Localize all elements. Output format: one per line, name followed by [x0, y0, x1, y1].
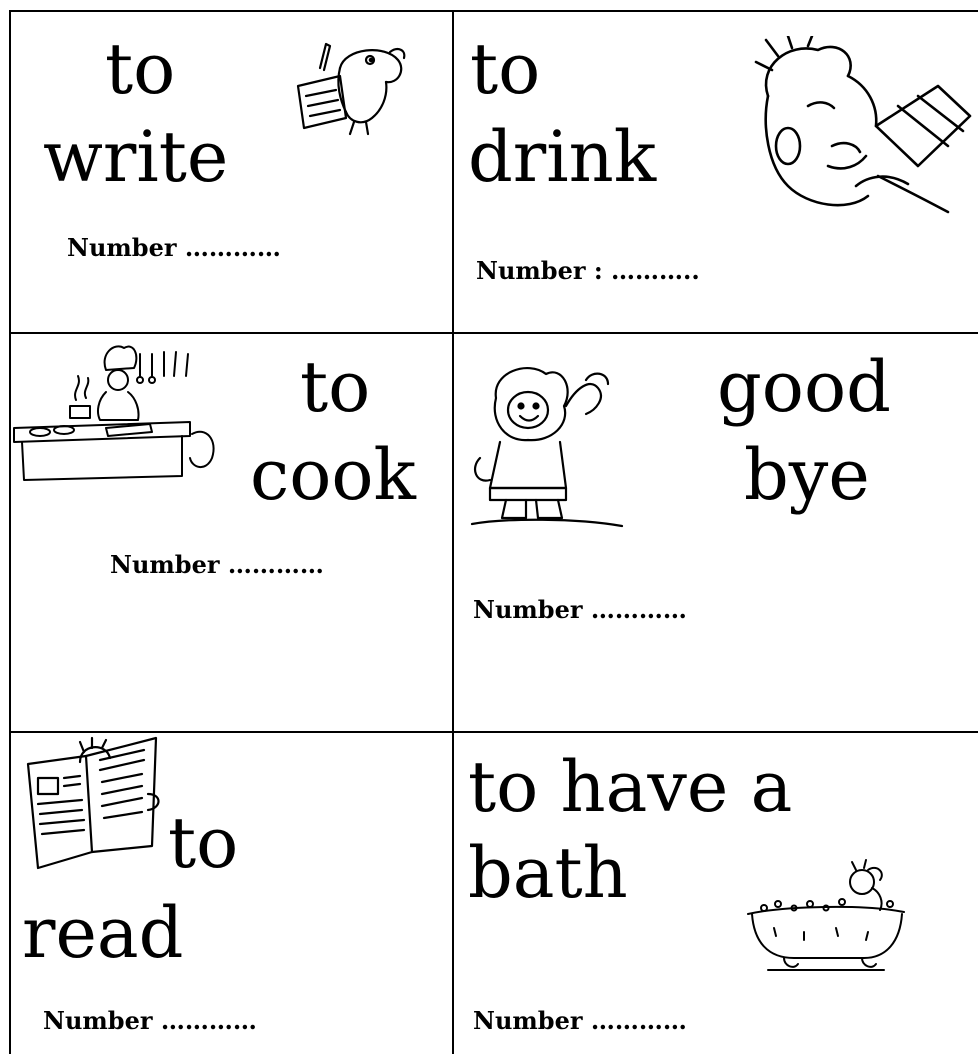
- card-word-line2: bye: [744, 434, 870, 516]
- card-word-line1: good: [717, 346, 891, 428]
- chef-cooking-icon: [10, 340, 220, 485]
- number-label: Number …………: [43, 1006, 257, 1035]
- grid-line-top: [9, 10, 978, 12]
- card-word-line1: to: [168, 802, 239, 884]
- child-in-bathtub-icon: [744, 858, 908, 974]
- eskimo-waving-icon: [466, 358, 626, 530]
- grid-line-row2: [9, 731, 978, 733]
- number-label: Number …………: [473, 1006, 687, 1035]
- card-word-line1: to: [470, 28, 541, 110]
- number-label: Number : ………..: [476, 256, 700, 285]
- man-drinking-icon: [748, 36, 974, 218]
- grid-line-left: [9, 10, 11, 1054]
- card-word-line1: to have a: [468, 746, 793, 828]
- card-word-line2: drink: [468, 116, 657, 198]
- grid-line-row1: [9, 332, 978, 334]
- grid-line-middle: [452, 10, 454, 1054]
- card-word-line2: write: [43, 116, 229, 198]
- number-label: Number …………: [110, 550, 324, 579]
- card-word-line2: cook: [250, 434, 416, 516]
- card-word-line1: to: [300, 346, 371, 428]
- person-reading-newspaper-icon: [24, 734, 164, 870]
- card-word-line1: to: [105, 28, 176, 110]
- parrot-writing-icon: [290, 38, 410, 138]
- number-label: Number …………: [67, 233, 281, 262]
- card-word-line2: read: [22, 892, 184, 974]
- card-word-line2: bath: [468, 832, 628, 914]
- number-label: Number …………: [473, 595, 687, 624]
